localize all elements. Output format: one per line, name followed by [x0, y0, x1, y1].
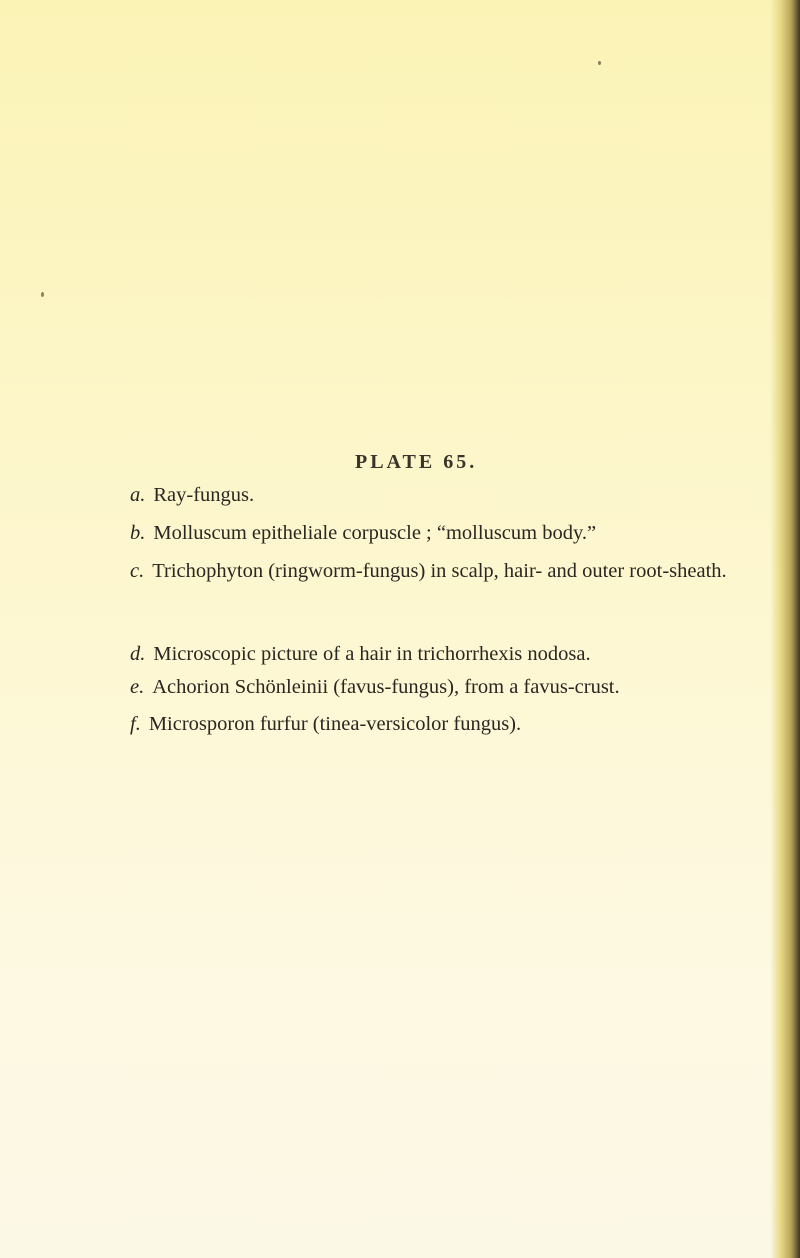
item-text: Microsporon furfur (tinea-versicolor fungus). [148, 713, 522, 735]
plate-title: PLATE 65. [355, 451, 478, 473]
item-letter: f. [130, 713, 141, 735]
item-letter: b. [130, 522, 146, 544]
paper-speck [41, 292, 44, 297]
item-letter: a. [130, 484, 146, 506]
caption-item-f [130, 706, 521, 742]
caption-item-c [102, 553, 762, 589]
item-text: Trichophyton (ringworm-fungus) in scalp, hair- and outer root-sheath. [152, 560, 727, 582]
item-letter: e. [130, 676, 145, 698]
item-text: Ray-fungus. [153, 484, 255, 506]
caption-item-b [130, 515, 596, 551]
paper-speck [598, 61, 601, 65]
page-edge-shadow [770, 0, 800, 1258]
item-letter: c. [130, 560, 145, 582]
caption-item-a [130, 477, 254, 513]
item-text: Microscopic picture of a hair in trichorrhexis nodosa. [153, 643, 591, 665]
item-text: Molluscum epitheliale corpuscle ; “molluscum body.” [153, 522, 597, 544]
item-text: Achorion Schönleinii (favus-fungus), from a favus-crust. [152, 676, 620, 698]
item-letter: d. [130, 643, 146, 665]
caption-item-d [130, 636, 591, 672]
caption-item-e [130, 669, 620, 705]
